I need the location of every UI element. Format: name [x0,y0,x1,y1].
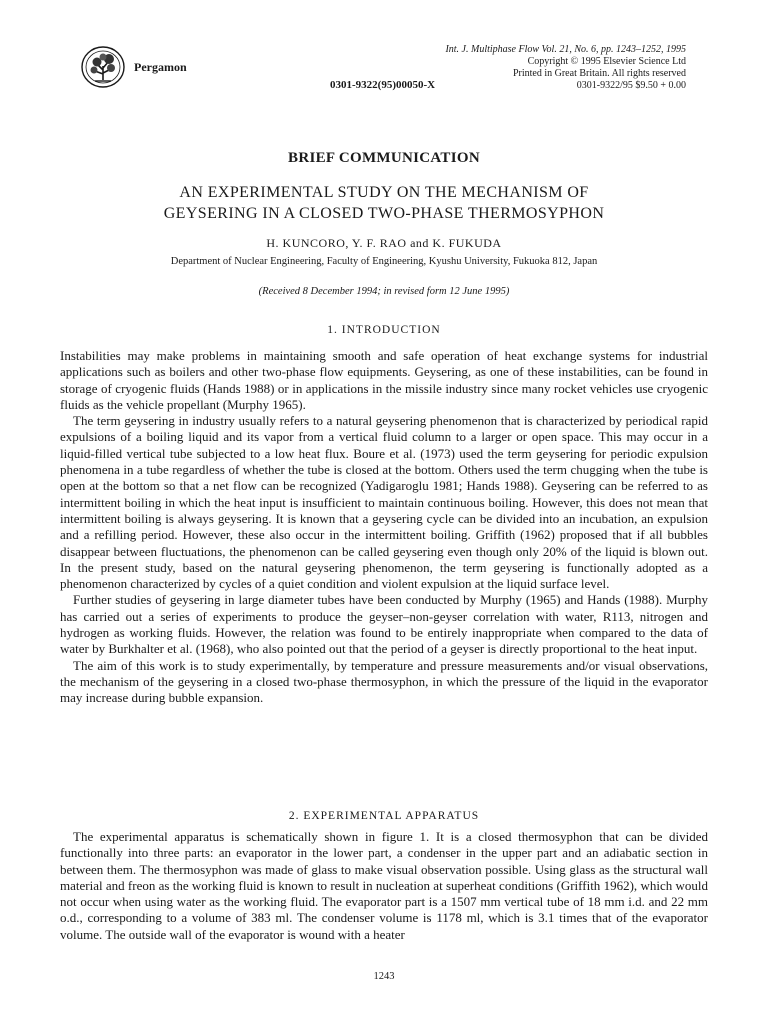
introduction-body [60,348,708,707]
page-number: 1243 [373,971,395,982]
article-type: BRIEF COMMUNICATION [288,150,480,166]
rights-line: Printed in Great Britain. All rights reserved [512,68,686,79]
price-line: 0301-9322/95 $9.50 + 0.00 [576,80,686,91]
paragraph: The aim of this work is to study experimentally, by temperature and pressure measurements and/or visual observations, the mechanism of the geysering in a closed two-phase thermosyphon, in which the pressure of the liquid in the evaporator may increase during bubble expansion. [60,657,708,706]
paragraph: The experimental apparatus is schematically shown in figure 1. It is a closed thermosyphon that can be divided functionally into three parts: an evaporator in the lower part, a condenser in the upper part and an adiabatic section in between them. The thermosyphon was made of glass to make visual observation possible. Using glass as the structural wall material and freon as the working fluid is known to result in nucleation at superheat conditions (Griffith 1962), which would not occur when using water as the working fluid. The evaporator part is a 1507 mm vertical tube of 18 mm i.d. and 22 mm o.d., corresponding to a volume of 383 ml. The condenser volume is 1178 ml, which is 3.1 times that of the evaporator volume. The outside wall of the evaporator is wound with a heater [60,829,708,942]
received-dates: (Received 8 December 1994; in revised form 12 June 1995) [258,286,510,297]
journal-citation-block [445,44,686,92]
article-title [60,182,708,224]
pergamon-logo-icon [80,44,126,90]
paragraph: The term geysering in industry usually refers to a natural geysering phenomenon that is characterized by periodical rapid expulsions of a boiling liquid and its vapor from a vertical fluid column to a larger or open space. This may occur in a liquid-filled vertical tube subjected to a low heat flux. Boure et al. (1973) used the term geysering for periodic expulsion phenomena in a tube regardless of whether the tube is closed at the bottom. Others used the term chugging when the tube is open at the bottom so that a net flow can be recognized (Yadigaroglu 1981; Hands 1988). Geysering can be referred to as intermittent boiling in which the heat input is insufficient to maintain continuous boiling. However, this does not mean that intermittent boiling is always geysering. It is known that a geysering cycle can be divided into an incubation, an expulsion and a refilling period. However, these also occur in the intermittent boiling. Griffith (1962) proposed that if all bubbles disappear between fluctuations, the phenomenon can be called geysering even though only 20% of the liquid is blown out. In the present study, based on the natural geysering phenomenon, the term geysering is functionally adopted as a phenomenon characterized by cycles of a quiet condition and violent expulsion at the liquid surface level. [60,413,708,592]
copyright-line: Copyright © 1995 Elsevier Science Ltd [527,56,686,67]
title-line-2: GEYSERING IN A CLOSED TWO-PHASE THERMOSYPHON [163,205,605,222]
journal-citation: Int. J. Multiphase Flow Vol. 21, No. 6, pp. 1243–1252, 1995 [445,44,686,55]
publisher-name: Pergamon [134,60,187,74]
section-heading-experimental-apparatus: 2. EXPERIMENTAL APPARATUS [288,810,480,822]
paragraph: Instabilities may make problems in maintaining smooth and safe operation of heat exchange systems for industrial applications such as boilers and other two-phase flow equipments. Geysering, as one of these instabilities, can be found in storage of cryogenic fluids (Hands 1988) or in applications in the missile industry since many rocket vehicles use cryogenic fluids as the vehicle propellant (Murphy 1965). [60,348,708,412]
title-line-1: AN EXPERIMENTAL STUDY ON THE MECHANISM OF [179,184,589,201]
section-heading-introduction: 1. INTRODUCTION [327,324,441,336]
apparatus-body [60,829,708,943]
doi-code: 0301-9322(95)00050-X [330,79,436,91]
affiliation: Department of Nuclear Engineering, Faculty of Engineering, Kyushu University, Fukuoka 812, Japan [170,256,598,267]
paragraph: Further studies of geysering in large diameter tubes have been conducted by Murphy (1965) and Hands (1988). Murphy has carried out a series of experiments to produce the geyser–non-geyser correlation with water, R113, nitrogen and hydrogen as working fluids. However, the relation was found to be entirely inappropriate when compared to the data of water by Burkhalter et al. (1968), who also pointed out that the period of a geyser is directly proportional to the heat input. [60,592,708,657]
author-list: H. KUNCORO, Y. F. RAO and K. FUKUDA [266,236,502,250]
